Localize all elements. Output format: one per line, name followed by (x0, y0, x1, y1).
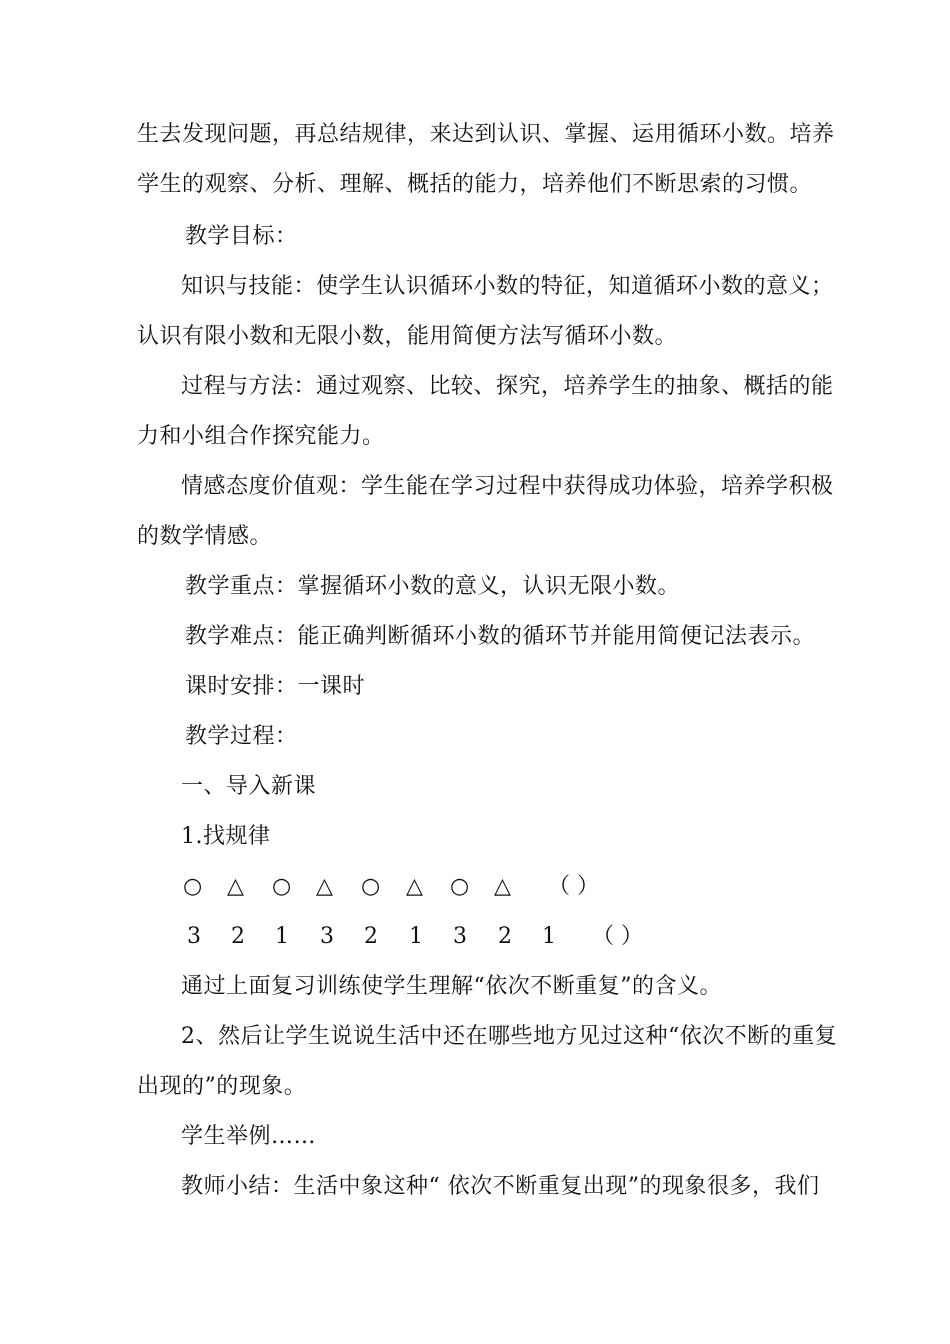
schedule: 课时安排：一课时 (185, 674, 366, 699)
shape-triangle: △ (316, 874, 333, 899)
shape-triangle: △ (406, 874, 423, 899)
number-blank: （ ） (592, 924, 643, 949)
number-item: 2 (364, 924, 378, 949)
teacher-summary: 教师小结：生活中象这种“ 依次不断重复出现”的现象很多，我们 (181, 1174, 820, 1199)
key-point: 教学重点：掌握循环小数的意义，认识无限小数。 (185, 574, 681, 599)
shape-circle: ○ (361, 874, 381, 899)
number-item: 1 (542, 924, 556, 949)
shape-triangle: △ (227, 874, 244, 899)
number-item: 2 (231, 924, 245, 949)
number-item: 1 (275, 924, 289, 949)
teaching-process-heading: 教学过程： (185, 724, 298, 749)
student-examples: 学生举例…… (181, 1124, 317, 1149)
paragraph-intro-line-1: 生去发现问题，再总结规律，来达到认识、掌握、运用循环小数。培养 (137, 122, 835, 147)
process-method-line-2: 力和小组合作探究能力。 (137, 424, 385, 449)
section-1-heading: 一、导入新课 (181, 774, 317, 799)
shape-blank: （ ） (548, 874, 599, 899)
shape-circle: ○ (272, 874, 292, 899)
review-sentence: 通过上面复习训练使学生理解“依次不断重复”的含义。 (181, 974, 722, 999)
item-2-line-1: 2、然后让学生说说生活中还在哪些地方见过这种“依次不断的重复 (181, 1024, 838, 1049)
emotion-line-2: 的数学情感。 (137, 524, 273, 549)
number-item: 3 (320, 924, 334, 949)
process-method-line-1: 过程与方法：通过观察、比较、探究，培养学生的抽象、概括的能 (181, 374, 834, 399)
number-item: 2 (498, 924, 512, 949)
item-2-line-2: 出现的”的现象。 (137, 1074, 307, 1099)
number-item: 3 (453, 924, 467, 949)
shape-circle: ○ (183, 874, 203, 899)
shape-sequence (0, 872, 950, 902)
shape-circle: ○ (450, 874, 470, 899)
number-item: 1 (409, 924, 423, 949)
objectives-heading: 教学目标： (185, 224, 298, 249)
number-sequence (0, 922, 950, 952)
paragraph-intro-line-2: 学生的观察、分析、理解、概括的能力，培养他们不断思索的习惯。 (137, 172, 813, 197)
number-item: 3 (187, 924, 201, 949)
difficulty: 教学难点：能正确判断循环小数的循环节并能用简便记法表示。 (185, 624, 816, 649)
item-1-heading: 1.找规律 (181, 824, 271, 849)
knowledge-line-1: 知识与技能：使学生认识循环小数的特征，知道循环小数的意义； (181, 274, 834, 299)
knowledge-line-2: 认识有限小数和无限小数，能用简便方法写循环小数。 (137, 324, 678, 349)
emotion-line-1: 情感态度价值观：学生能在学习过程中获得成功体验，培养学积极 (181, 474, 834, 499)
shape-triangle: △ (494, 874, 511, 899)
